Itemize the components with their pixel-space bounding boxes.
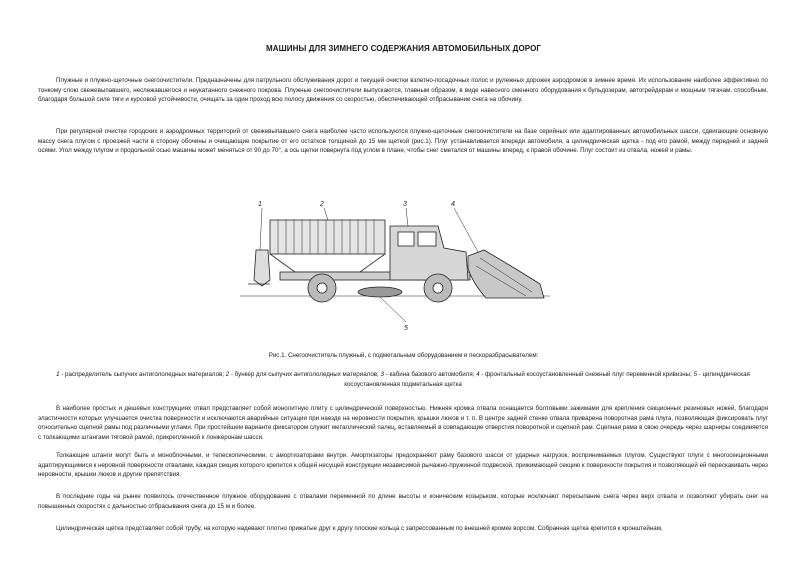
legend-text: - кабина базового автомобиля;: [383, 371, 477, 378]
legend-text: - цилиндрическая косоустановленная подметальная щетка: [344, 371, 750, 388]
figure-legend: [38, 370, 768, 389]
hopper: [270, 220, 385, 254]
legend-num: 2: [225, 371, 230, 378]
callout-3: 3: [403, 201, 407, 208]
paragraph: При регулярной очистке городских и аэродромных территорий от свежевыпавшего снега наиболее часто используются плужно-щеточные снегоочистители на базе серийных или адаптированных автомобильных шасси, сдвигающие основную массу снега плугом с проезжей части в сторону обочины и очищающие покрытие от его остатков толщиной до 15 мм щеткой (рис.1). Плуг устанавливается впереди автомобиля, а цилиндрическая щетка - под его рамой, между передней и задней осями. Угол между плугом и продольной осью машины может меняться от 90 до 70°, а ось щетки повернута под углом в плане, чтобы снег сметался от машины вперед, к правой обочине. Плуг состоит из отвала, ножей и рамы.: [38, 128, 768, 155]
legend-num: 1: [56, 371, 60, 378]
callout-1: 1: [258, 201, 262, 208]
paragraph: Толкающие штанги могут быть и моноблочными, и телескопическими, с амортизаторами внутри. Амортизаторы предохраняют раму базового шасси от ударных нагрузок, воспринимаемых плугом. Существуют плуги с многосекционными адаптирующимися к неровной поверхности отвалами, каждая секция которого крепится к общей несущей конструкции независимой рычажно-пружинной подвеской, прижимающей секцию к поверхности покрытия и позволяющей ей перескакивать через неровности, крышки люков и другие препятствия.: [38, 452, 768, 479]
paragraph: В последние годы на рынке появилось отечественное плужное оборудование с отвалами переменной по длине высоты и коническим козырьком, которые исключают пересыпание снега через верх отвала и позволяют убирать снег на повышенных скоростях с дальностью отбрасывания снега до 15 м и более.: [38, 493, 768, 510]
snowplow-figure: [240, 198, 560, 333]
paragraph: Плужные и плужно-щеточные снегоочистители. Предназначены для патрульного обслуживания дорог и текущей очистки взлетно-посадочных полос и рулежных дорожек аэродромов в зимнее время. Их использование наиболее эффективно по тонкому слою свежевыпавшего, неслежавшегося и неукатанного снежного покрова. Плужные снегоочистители выпускаются, главным образом, в виде навесного сменного оборудования к бульдозерам, автогрейдерам и мощным тягачам, способным, благодаря большой силе тяги и курсовой устойчивости, очищать за один проход всю полосу движения со скоростью, обеспечивающей отбрасывание снега на обочину.: [38, 77, 768, 104]
legend-num: 4: [476, 371, 480, 378]
sweeper-brush: [358, 287, 402, 297]
legend-num: 3: [380, 371, 384, 378]
document-title: МАШИНЫ ДЛЯ ЗИМНЕГО СОДЕРЖАНИЯ АВТОМОБИЛЬНЫХ ДОРОГ: [265, 44, 542, 53]
callout-2: 2: [320, 201, 324, 208]
paragraph: Цилиндрическая щетка представляет собой трубу, на которую надевают плотно прижатые друг к другу плоские кольца с запрессованным по внешней кромке ворсом. Собранная щетка крепится к кронштейнам,: [56, 525, 663, 532]
spreader: [254, 250, 270, 286]
legend-text: - распределитель сыпучих антигололедных материалов;: [59, 371, 226, 378]
snow-plow: [468, 250, 544, 298]
legend-text: - фронтальный косоустановленный снежный плуг переменной кривизны;: [479, 371, 694, 378]
callout-4: 4: [451, 201, 455, 208]
paragraph: В наиболее простых и дешевых конструкциях отвал представляет собой монолитную плиту с цилиндрической поверхностью. Нижняя кромка отвала оснащается болтовыми зажимами для крепления секционных резиновых ножей, благодаря эластичности которых улучшается очистка поверхности и исключаются аварийные ситуации при наезде на неровности покрытия, крышки люков и т. п. В центре задней стенке отвала приварена поворотная рама плуга, позволяющая фиксировать плуг относительно сцепной рамы под различными углами. При простейшем варианте фиксатором служит металлический палец, вставляемый в совпадающие отверстия поворотной и сцепной рам. Сцепная рама в свою очередь через шарниры соединяется с толкающими штангами тяговой рамой, прикрепленной к лонжеронам шасси.: [38, 405, 768, 441]
legend-text: - бункер для сыпучих антигололедных материалов;: [229, 371, 381, 378]
callout-5: 5: [404, 325, 408, 332]
legend-num: 5: [693, 371, 698, 378]
figure-caption: Рис.1. Снегоочиститель плужный, с подметальным оборудованием и пескоразбрасывателем:: [268, 352, 539, 359]
